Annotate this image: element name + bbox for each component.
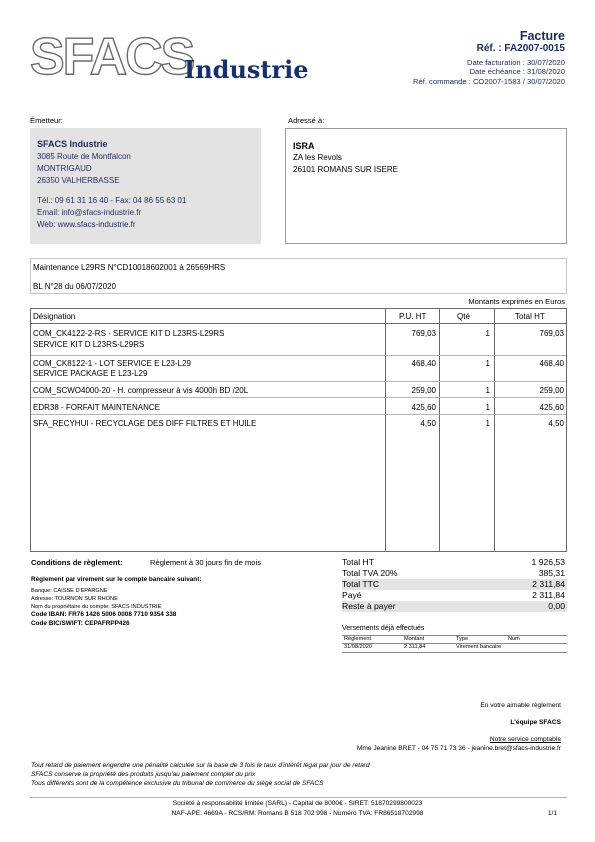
header-unit-price: P.U. HT	[399, 312, 427, 321]
item-quantity: 1	[485, 359, 490, 368]
total-tva-row	[342, 568, 567, 579]
total-ht-row	[342, 557, 567, 568]
item-designation: COM_SCWO4000-20 - H. compresseur à vis 4000h BD /20L	[33, 386, 249, 395]
item-designation: COM_CK4122-2-RS - SERVICE KIT D L23RS-L29RS	[33, 329, 225, 338]
company-legal-info: Société à responsabilité limitée (SARL) - Capital de 8000€ - SIRET: 51870299800023	[172, 800, 423, 807]
emitter-address-line: 26350 VALHERBASSE	[37, 176, 120, 185]
total-label: Total HT	[342, 557, 374, 567]
item-unit-price: 468,40	[411, 359, 436, 368]
legal-line: Tous différents sont de la compétence exclusive du tribunal de commerce du siège social de SFACS	[31, 780, 324, 787]
emitter-address-line: MONTRIGAUD	[37, 164, 92, 173]
payment-terms-label: Conditions de règlement:	[31, 558, 123, 567]
emitter-email: Email: info@sfacs-industrie.fr	[37, 208, 142, 217]
account-owner: Nom du propriétaire du compte: SFACS INDUSTRIE	[31, 604, 162, 610]
emitter-website: Web: www.sfacs-industrie.fr	[37, 220, 136, 229]
accounting-contact: Mme Jeanine BRET - 04 75 71 73 36 - jeanine.bret@sfacs-industrie.fr	[356, 745, 561, 752]
document-title: Facture	[519, 29, 565, 43]
object-line: Maintenance L29RS N°CD10018602001 à 26569HRS	[33, 263, 226, 272]
emitter-address-line: 3085 Route de Montfalcon	[37, 152, 131, 161]
item-unit-price: 4,50	[420, 419, 436, 428]
company-logo: SFACS	[30, 28, 194, 86]
invoice-date: Date facturation : 30/07/2020	[467, 58, 565, 67]
item-quantity: 1	[485, 329, 490, 338]
iban: Code IBAN: FR76 1426 5006 0008 7710 9354 338	[31, 611, 177, 618]
object-line: BL N°28 du 06/07/2020	[33, 282, 116, 291]
total-value: 385,31	[538, 568, 565, 578]
item-quantity: 1	[485, 403, 490, 412]
payments-title: Versements déjà effectués	[342, 625, 425, 632]
payment-terms-value: Règlement à 30 jours fin de mois	[150, 558, 262, 567]
total-value: 1 926,53	[531, 557, 565, 567]
recipient-address-line: 26101 ROMANS SUR ISERE	[293, 165, 398, 174]
payments-header-amount: Montant	[404, 636, 425, 642]
item-designation: COM_CK8122-1 - LOT SERVICE E L23-L29	[33, 359, 191, 368]
payment-date: 31/08/2020	[344, 644, 372, 650]
bic-swift: Code BIC/SWIFT: CEPAFRPP426	[31, 620, 130, 627]
paid-row	[342, 590, 567, 601]
item-total: 4,50	[548, 419, 564, 428]
item-description: SERVICE KIT D L23RS-L29RS	[33, 340, 145, 349]
emitter-label: Émetteur:	[30, 116, 63, 125]
total-label: Reste à payer	[342, 601, 396, 611]
bank-address: Adresse: TOURNON SUR RHONE	[31, 596, 118, 602]
legal-line: SFACS conserve la propriété des produits jusqu'au paiement complet du prix	[31, 771, 256, 778]
item-description: SERVICE PACKAGE E L23-L29	[33, 369, 148, 378]
recipient-address-line: ZA les Revols	[293, 153, 342, 162]
payment-amount: 2 311,84	[404, 644, 426, 650]
item-quantity: 1	[485, 386, 490, 395]
total-label: Total TVA 20%	[342, 568, 398, 578]
item-quantity: 1	[485, 419, 490, 428]
team-signature: L'équipe SFACS	[510, 719, 561, 726]
emitter-phone: Tél.: 09 61 31 16 40 - Fax: 04 86 55 63 01	[37, 196, 187, 205]
total-label: Total TTC	[342, 579, 380, 589]
recipient-name: ISRA	[293, 141, 315, 151]
due-date: Date échéance : 31/08/2020	[469, 67, 565, 76]
footer-divider	[30, 797, 567, 798]
bank-name: Banque: CAISSE D'EPARGNE	[31, 588, 108, 594]
page-number: 1/1	[547, 810, 557, 817]
company-logo-subtitle: Industrie	[184, 55, 309, 84]
item-unit-price: 769,03	[411, 329, 436, 338]
total-value: 0,00	[548, 601, 565, 611]
accounting-service: Notre service comptable	[489, 736, 561, 743]
header-total: Total HT	[515, 312, 545, 321]
total-label: Payé	[342, 590, 362, 600]
item-designation: EDR38 - FORFAIT MAINTENANCE	[33, 403, 160, 412]
item-total: 769,03	[539, 329, 564, 338]
item-unit-price: 259,00	[411, 386, 436, 395]
order-reference: Réf. commande : CO2007-1583 / 30/07/2020	[413, 77, 565, 86]
payment-type: Virement bancaire	[456, 644, 502, 650]
recipient-box	[285, 128, 567, 244]
remaining-row	[342, 601, 567, 612]
salutation: En votre aimable règlement	[480, 702, 561, 709]
header-quantity: Qté	[457, 312, 470, 321]
items-table	[30, 308, 567, 552]
item-unit-price: 425,60	[411, 403, 436, 412]
payments-header-settlement: Règlement	[344, 636, 372, 642]
header-designation: Désignation	[33, 312, 76, 321]
company-registration-info: NAF-APE: 4669A - RCS/RM: Romans B 518 702 998 - Numéro TVA: FR86518702998	[171, 810, 424, 817]
payments-header-type: Type	[456, 636, 469, 642]
currency-note: Montants exprimés en Euros	[468, 297, 565, 306]
legal-line: Tout retard de paiement engendre une pénalité calculée sur la base de 3 fois le taux d'intérêt légal par jour de retard	[31, 762, 370, 769]
payments-header-num: Num	[508, 636, 520, 642]
emitter-box	[30, 128, 261, 244]
item-total: 259,00	[539, 386, 564, 395]
total-value: 2 311,84	[532, 590, 565, 600]
item-total: 425,60	[539, 403, 564, 412]
recipient-label: Adressé à:	[288, 116, 325, 125]
emitter-name: SFACS Industrie	[37, 139, 108, 149]
invoice-reference: Réf. : FA2007-0015	[476, 43, 565, 54]
item-designation: SFA_RECYHUI - RECYCLAGE DES DIFF FILTRES ET HUILE	[33, 419, 257, 428]
total-value: 2 311,84	[532, 579, 565, 589]
invoice-object-box	[30, 258, 567, 294]
total-ttc-row	[342, 579, 567, 590]
bank-transfer-title: Règlement par virement sur le compte bancaire suivant:	[31, 576, 202, 583]
item-total: 468,40	[539, 359, 564, 368]
